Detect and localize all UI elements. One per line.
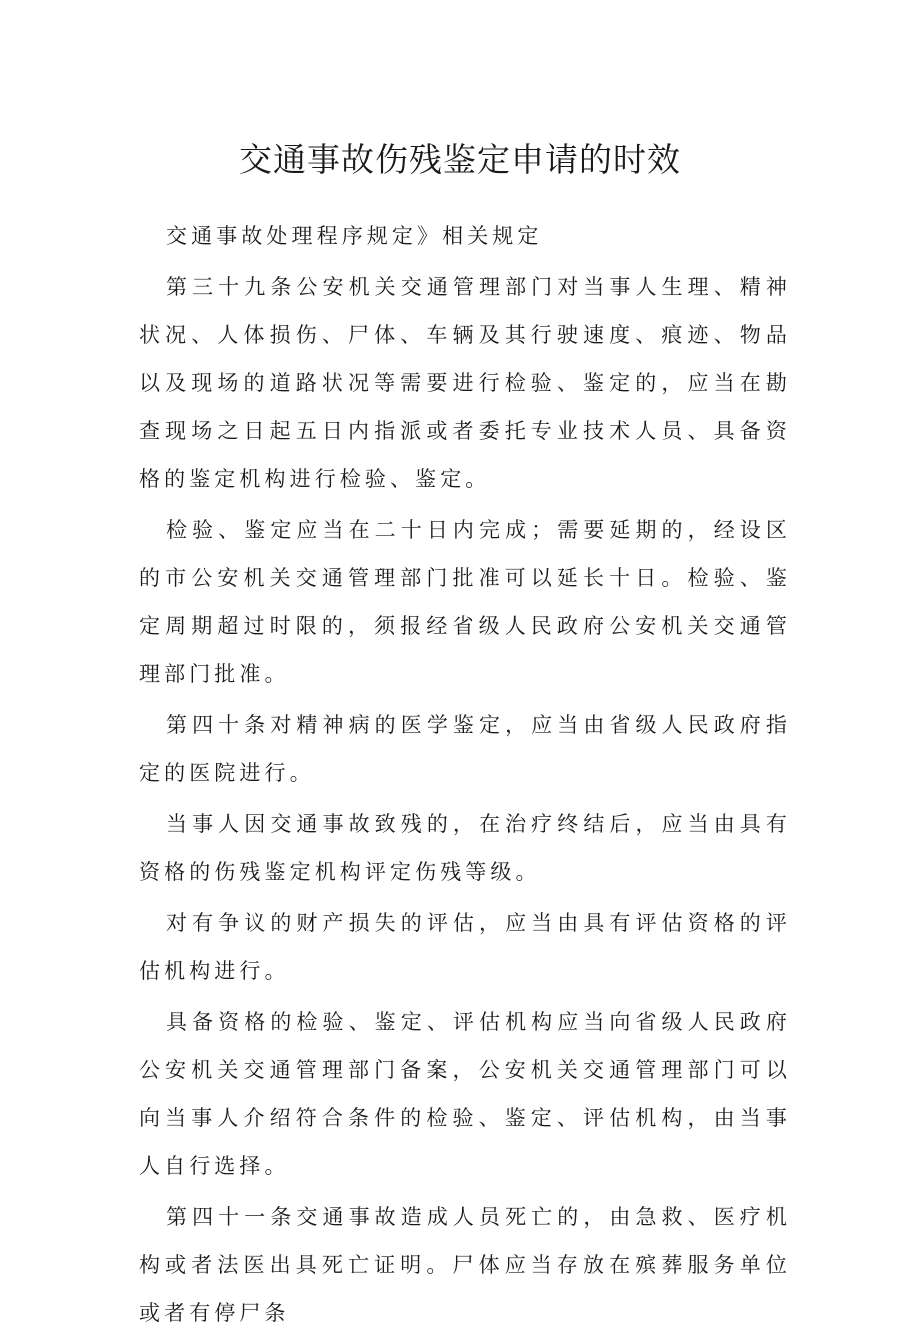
paragraph-intro: 交通事故处理程序规定》相关规定: [166, 224, 543, 248]
paragraph-inspection-period: 检验、鉴定应当在二十日内完成；需要延期的，经设区的市公安机关交通管理部门批准可以延长十日。检验、鉴定周期超过时限的，须报经省级人民政府公安机关交通管理部门批准。: [139, 518, 791, 686]
paragraph-disability-assessment: 当事人因交通事故致残的，在治疗终结后，应当由具有资格的伤残鉴定机构评定伤残等级。: [139, 812, 791, 884]
paragraph-institution-filing: 具备资格的检验、鉴定、评估机构应当向省级人民政府公安机关交通管理部门备案，公安机关交通管理部门可以向当事人介绍符合条件的检验、鉴定、评估机构，由当事人自行选择。: [139, 1010, 791, 1178]
document-body: [139, 212, 791, 1340]
paragraph-article-40: 第四十条对精神病的医学鉴定，应当由省级人民政府指定的医院进行。: [139, 713, 791, 785]
paragraph-article-39: 第三十九条公安机关交通管理部门对当事人生理、精神状况、人体损伤、尸体、车辆及其行驶速度、痕迹、物品以及现场的道路状况等需要进行检验、鉴定的，应当在勘查现场之日起五日内指派或者委托专业技术人员、具备资格的鉴定机构进行检验、鉴定。: [139, 275, 791, 491]
document-title: 交通事故伤残鉴定申请的时效: [239, 140, 681, 179]
paragraph-property-loss: 对有争议的财产损失的评估，应当由具有评估资格的评估机构进行。: [139, 911, 791, 983]
paragraph-article-41: 第四十一条交通事故造成人员死亡的，由急救、医疗机构或者法医出具死亡证明。尸体应当存放在殡葬服务单位或者有停尸条: [139, 1205, 791, 1325]
